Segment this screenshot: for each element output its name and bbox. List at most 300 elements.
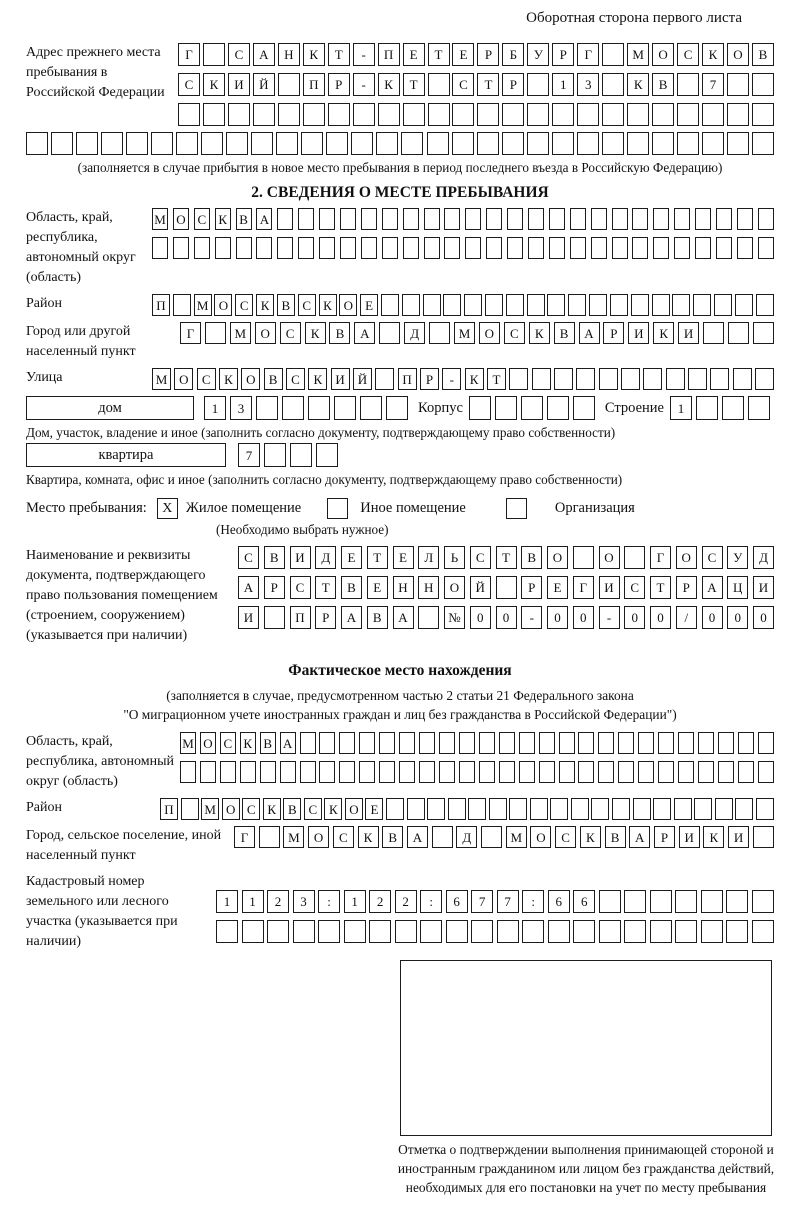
char-box[interactable]	[76, 132, 98, 155]
char-box[interactable]	[674, 208, 690, 230]
char-box[interactable]	[728, 322, 749, 344]
char-box[interactable]	[521, 396, 543, 420]
char-box[interactable]: П	[398, 368, 417, 390]
char-box[interactable]: К	[703, 826, 724, 848]
char-box[interactable]: В	[341, 576, 362, 599]
char-box[interactable]	[549, 208, 565, 230]
char-box[interactable]: Т	[650, 576, 671, 599]
char-box[interactable]: О	[479, 322, 500, 344]
char-box[interactable]: Е	[393, 546, 414, 569]
char-box[interactable]: К	[303, 43, 325, 66]
char-box[interactable]	[375, 368, 394, 390]
char-box[interactable]	[598, 761, 614, 783]
char-box[interactable]	[624, 546, 645, 569]
char-box[interactable]	[319, 237, 335, 259]
char-box[interactable]: П	[303, 73, 325, 96]
char-box[interactable]	[688, 368, 707, 390]
char-box[interactable]	[571, 798, 589, 820]
char-box[interactable]	[528, 208, 544, 230]
char-box[interactable]: 7	[702, 73, 724, 96]
char-box[interactable]: О	[308, 826, 329, 848]
char-box[interactable]	[618, 732, 634, 754]
char-box[interactable]: О	[173, 208, 189, 230]
char-box[interactable]: С	[677, 43, 699, 66]
char-box[interactable]: 3	[577, 73, 599, 96]
char-box[interactable]	[658, 761, 674, 783]
char-box[interactable]	[693, 294, 711, 316]
char-box[interactable]: Й	[353, 368, 372, 390]
char-box[interactable]	[675, 920, 697, 943]
char-box[interactable]	[407, 798, 425, 820]
char-box[interactable]: К	[215, 208, 231, 230]
char-box[interactable]	[399, 732, 415, 754]
char-box[interactable]: И	[238, 606, 259, 629]
char-box[interactable]: И	[331, 368, 350, 390]
char-box[interactable]	[578, 761, 594, 783]
char-box[interactable]: Л	[418, 546, 439, 569]
char-box[interactable]	[326, 132, 348, 155]
char-box[interactable]: О	[214, 294, 232, 316]
char-box[interactable]	[695, 208, 711, 230]
char-box[interactable]	[468, 798, 486, 820]
char-box[interactable]	[259, 826, 280, 848]
char-box[interactable]: :	[522, 890, 544, 913]
char-box[interactable]	[277, 208, 293, 230]
char-box[interactable]	[379, 322, 400, 344]
document-row-3[interactable]	[238, 606, 774, 629]
char-box[interactable]	[758, 761, 774, 783]
char-box[interactable]: С	[228, 43, 250, 66]
char-box[interactable]	[598, 732, 614, 754]
char-box[interactable]	[573, 396, 595, 420]
char-box[interactable]: 0	[573, 606, 594, 629]
char-box[interactable]: В	[277, 294, 295, 316]
char-box[interactable]: Р	[264, 576, 285, 599]
organization-checkbox[interactable]	[506, 498, 527, 519]
char-box[interactable]: Р	[603, 322, 624, 344]
char-box[interactable]: Р	[552, 43, 574, 66]
char-box[interactable]: Д	[456, 826, 477, 848]
char-box[interactable]	[264, 443, 286, 467]
char-box[interactable]: Е	[367, 576, 388, 599]
char-box[interactable]	[481, 826, 502, 848]
char-box[interactable]	[727, 103, 749, 126]
char-box[interactable]: 6	[548, 890, 570, 913]
char-box[interactable]	[527, 73, 549, 96]
char-box[interactable]	[464, 294, 482, 316]
char-box[interactable]: К	[358, 826, 379, 848]
char-box[interactable]	[678, 732, 694, 754]
char-box[interactable]	[694, 798, 712, 820]
char-box[interactable]	[403, 237, 419, 259]
char-box[interactable]: В	[752, 43, 774, 66]
char-box[interactable]: О	[222, 798, 240, 820]
char-box[interactable]	[477, 132, 499, 155]
char-box[interactable]: И	[728, 826, 749, 848]
char-box[interactable]	[203, 43, 225, 66]
char-box[interactable]: К	[263, 798, 281, 820]
char-box[interactable]: 7	[238, 443, 260, 467]
char-box[interactable]: -	[353, 73, 375, 96]
char-box[interactable]: С	[304, 798, 322, 820]
raion-row[interactable]	[152, 294, 774, 316]
char-box[interactable]	[251, 132, 273, 155]
char-box[interactable]	[240, 761, 256, 783]
char-box[interactable]: 7	[471, 890, 493, 913]
char-box[interactable]	[429, 322, 450, 344]
char-box[interactable]	[381, 294, 399, 316]
stroenie-cells[interactable]	[670, 396, 770, 420]
char-box[interactable]: С	[286, 368, 305, 390]
char-box[interactable]	[602, 132, 624, 155]
char-box[interactable]: И	[628, 322, 649, 344]
char-box[interactable]	[220, 761, 236, 783]
char-box[interactable]: С	[220, 732, 236, 754]
char-box[interactable]	[554, 368, 573, 390]
char-box[interactable]: С	[280, 322, 301, 344]
cadastre-row-1[interactable]	[216, 890, 774, 913]
prev-address-row-4[interactable]	[26, 132, 774, 155]
char-box[interactable]	[527, 132, 549, 155]
char-box[interactable]	[737, 237, 753, 259]
char-box[interactable]: С	[624, 576, 645, 599]
char-box[interactable]: О	[652, 43, 674, 66]
char-box[interactable]	[612, 798, 630, 820]
char-box[interactable]: А	[579, 322, 600, 344]
char-box[interactable]: К	[203, 73, 225, 96]
char-box[interactable]	[178, 103, 200, 126]
oblast-row-2[interactable]	[152, 237, 774, 259]
char-box[interactable]: :	[318, 890, 340, 913]
char-box[interactable]	[716, 208, 732, 230]
char-box[interactable]	[486, 208, 502, 230]
char-box[interactable]: В	[652, 73, 674, 96]
char-box[interactable]: К	[319, 294, 337, 316]
char-box[interactable]	[216, 920, 238, 943]
char-box[interactable]	[624, 890, 646, 913]
char-box[interactable]	[439, 761, 455, 783]
char-box[interactable]	[256, 237, 272, 259]
char-box[interactable]	[602, 73, 624, 96]
char-box[interactable]	[539, 732, 555, 754]
char-box[interactable]	[752, 73, 774, 96]
char-box[interactable]: М	[506, 826, 527, 848]
char-box[interactable]: С	[290, 576, 311, 599]
char-box[interactable]	[205, 322, 226, 344]
char-box[interactable]: С	[452, 73, 474, 96]
char-box[interactable]	[652, 103, 674, 126]
char-box[interactable]: В	[236, 208, 252, 230]
char-box[interactable]	[459, 732, 475, 754]
char-box[interactable]	[758, 237, 774, 259]
char-box[interactable]	[752, 132, 774, 155]
char-box[interactable]	[439, 732, 455, 754]
char-box[interactable]: Р	[676, 576, 697, 599]
char-box[interactable]	[632, 237, 648, 259]
char-box[interactable]	[653, 208, 669, 230]
char-box[interactable]	[424, 237, 440, 259]
char-box[interactable]	[599, 890, 621, 913]
char-box[interactable]	[328, 103, 350, 126]
char-box[interactable]: С	[555, 826, 576, 848]
char-box[interactable]: Р	[477, 43, 499, 66]
char-box[interactable]	[643, 368, 662, 390]
char-box[interactable]: 2	[395, 890, 417, 913]
char-box[interactable]: Г	[650, 546, 671, 569]
char-box[interactable]	[599, 368, 618, 390]
char-box[interactable]: М	[230, 322, 251, 344]
char-box[interactable]: Ц	[727, 576, 748, 599]
char-box[interactable]: 1	[204, 396, 226, 420]
fact-gorod-row[interactable]	[234, 826, 774, 866]
char-box[interactable]: Н	[278, 43, 300, 66]
char-box[interactable]	[624, 920, 646, 943]
char-box[interactable]	[509, 798, 527, 820]
char-box[interactable]	[701, 920, 723, 943]
char-box[interactable]	[519, 761, 535, 783]
char-box[interactable]	[452, 132, 474, 155]
char-box[interactable]	[674, 237, 690, 259]
char-box[interactable]	[559, 732, 575, 754]
char-box[interactable]	[497, 920, 519, 943]
char-box[interactable]: М	[194, 294, 212, 316]
char-box[interactable]: Й	[470, 576, 491, 599]
char-box[interactable]	[678, 761, 694, 783]
char-box[interactable]	[173, 237, 189, 259]
char-box[interactable]: В	[260, 732, 276, 754]
char-box[interactable]: А	[341, 606, 362, 629]
char-box[interactable]: 1	[552, 73, 574, 96]
char-box[interactable]: К	[305, 322, 326, 344]
char-box[interactable]: 0	[496, 606, 517, 629]
char-box[interactable]	[486, 237, 502, 259]
char-box[interactable]	[756, 294, 774, 316]
char-box[interactable]: 0	[702, 606, 723, 629]
char-box[interactable]	[578, 732, 594, 754]
char-box[interactable]	[758, 208, 774, 230]
char-box[interactable]: Е	[365, 798, 383, 820]
char-box[interactable]	[256, 396, 278, 420]
char-box[interactable]: 6	[573, 890, 595, 913]
char-box[interactable]	[277, 237, 293, 259]
char-box[interactable]	[552, 103, 574, 126]
char-box[interactable]	[548, 920, 570, 943]
char-box[interactable]	[444, 208, 460, 230]
char-box[interactable]	[738, 761, 754, 783]
char-box[interactable]	[361, 237, 377, 259]
char-box[interactable]	[695, 237, 711, 259]
char-box[interactable]	[300, 761, 316, 783]
char-box[interactable]	[573, 920, 595, 943]
char-box[interactable]	[459, 761, 475, 783]
char-box[interactable]	[402, 294, 420, 316]
char-box[interactable]	[319, 761, 335, 783]
char-box[interactable]: -	[442, 368, 461, 390]
char-box[interactable]: В	[367, 606, 388, 629]
prev-address-row-3[interactable]	[178, 103, 774, 126]
char-box[interactable]	[359, 761, 375, 783]
char-box[interactable]	[674, 798, 692, 820]
char-box[interactable]	[418, 606, 439, 629]
char-box[interactable]: 6	[446, 890, 468, 913]
char-box[interactable]	[339, 732, 355, 754]
char-box[interactable]: 0	[727, 606, 748, 629]
char-box[interactable]	[424, 208, 440, 230]
char-box[interactable]	[718, 761, 734, 783]
char-box[interactable]: М	[283, 826, 304, 848]
char-box[interactable]	[758, 732, 774, 754]
char-box[interactable]	[627, 132, 649, 155]
char-box[interactable]: М	[152, 368, 171, 390]
char-box[interactable]: М	[180, 732, 196, 754]
char-box[interactable]: С	[504, 322, 525, 344]
other-premises-checkbox[interactable]	[327, 498, 348, 519]
char-box[interactable]: Т	[367, 546, 388, 569]
char-box[interactable]	[203, 103, 225, 126]
fact-oblast-row-2[interactable]	[180, 761, 774, 783]
char-box[interactable]: В	[264, 368, 283, 390]
char-box[interactable]: Н	[418, 576, 439, 599]
char-box[interactable]	[280, 761, 296, 783]
char-box[interactable]	[716, 237, 732, 259]
char-box[interactable]: В	[605, 826, 626, 848]
char-box[interactable]	[382, 208, 398, 230]
char-box[interactable]	[180, 761, 196, 783]
char-box[interactable]: А	[253, 43, 275, 66]
char-box[interactable]	[215, 237, 231, 259]
char-box[interactable]	[547, 396, 569, 420]
char-box[interactable]: Г	[178, 43, 200, 66]
char-box[interactable]	[382, 237, 398, 259]
char-box[interactable]	[499, 732, 515, 754]
char-box[interactable]	[360, 396, 382, 420]
char-box[interactable]	[507, 208, 523, 230]
char-box[interactable]	[290, 443, 312, 467]
char-box[interactable]	[419, 761, 435, 783]
char-box[interactable]	[752, 920, 774, 943]
char-box[interactable]	[547, 294, 565, 316]
char-box[interactable]	[650, 890, 672, 913]
char-box[interactable]	[753, 322, 774, 344]
char-box[interactable]: 0	[547, 606, 568, 629]
char-box[interactable]	[602, 103, 624, 126]
char-box[interactable]	[633, 798, 651, 820]
char-box[interactable]	[727, 132, 749, 155]
char-box[interactable]	[506, 294, 524, 316]
char-box[interactable]: К	[240, 732, 256, 754]
char-box[interactable]: М	[627, 43, 649, 66]
char-box[interactable]	[714, 294, 732, 316]
char-box[interactable]: У	[727, 546, 748, 569]
char-box[interactable]: Т	[315, 576, 336, 599]
char-box[interactable]: С	[470, 546, 491, 569]
char-box[interactable]: В	[264, 546, 285, 569]
char-box[interactable]	[423, 294, 441, 316]
char-box[interactable]	[576, 368, 595, 390]
char-box[interactable]: С	[333, 826, 354, 848]
char-box[interactable]: И	[679, 826, 700, 848]
char-box[interactable]	[448, 798, 466, 820]
char-box[interactable]	[278, 103, 300, 126]
char-box[interactable]	[369, 920, 391, 943]
char-box[interactable]	[509, 368, 528, 390]
char-box[interactable]	[539, 761, 555, 783]
char-box[interactable]	[351, 132, 373, 155]
document-row-1[interactable]	[238, 546, 774, 569]
char-box[interactable]: С	[197, 368, 216, 390]
char-box[interactable]: М	[454, 322, 475, 344]
char-box[interactable]	[502, 132, 524, 155]
char-box[interactable]	[318, 920, 340, 943]
char-box[interactable]: И	[599, 576, 620, 599]
char-box[interactable]	[401, 132, 423, 155]
char-box[interactable]: О	[345, 798, 363, 820]
char-box[interactable]	[51, 132, 73, 155]
char-box[interactable]	[522, 920, 544, 943]
char-box[interactable]: Т	[496, 546, 517, 569]
char-box[interactable]	[386, 396, 408, 420]
char-box[interactable]: 1	[670, 396, 692, 420]
char-box[interactable]: -	[599, 606, 620, 629]
char-box[interactable]	[260, 761, 276, 783]
char-box[interactable]: 2	[267, 890, 289, 913]
char-box[interactable]	[591, 237, 607, 259]
char-box[interactable]	[677, 103, 699, 126]
document-row-2[interactable]	[238, 576, 774, 599]
char-box[interactable]	[452, 103, 474, 126]
char-box[interactable]	[577, 132, 599, 155]
char-box[interactable]: А	[407, 826, 428, 848]
char-box[interactable]: С	[178, 73, 200, 96]
char-box[interactable]	[446, 920, 468, 943]
char-box[interactable]: Е	[403, 43, 425, 66]
char-box[interactable]	[253, 103, 275, 126]
char-box[interactable]	[638, 732, 654, 754]
char-box[interactable]	[340, 208, 356, 230]
char-box[interactable]: Г	[180, 322, 201, 344]
char-box[interactable]: -	[521, 606, 542, 629]
char-box[interactable]	[652, 294, 670, 316]
char-box[interactable]	[715, 798, 733, 820]
char-box[interactable]	[722, 396, 744, 420]
char-box[interactable]	[26, 132, 48, 155]
char-box[interactable]	[319, 732, 335, 754]
char-box[interactable]: С	[235, 294, 253, 316]
char-box[interactable]: 1	[242, 890, 264, 913]
char-box[interactable]: И	[228, 73, 250, 96]
char-box[interactable]	[677, 132, 699, 155]
char-box[interactable]: К	[324, 798, 342, 820]
char-box[interactable]: К	[580, 826, 601, 848]
char-box[interactable]	[496, 576, 517, 599]
char-box[interactable]	[702, 103, 724, 126]
char-box[interactable]	[420, 920, 442, 943]
char-box[interactable]	[485, 294, 503, 316]
char-box[interactable]	[612, 237, 628, 259]
korpus-cells[interactable]	[469, 396, 595, 420]
char-box[interactable]: У	[527, 43, 549, 66]
char-box[interactable]	[276, 132, 298, 155]
char-box[interactable]: Й	[253, 73, 275, 96]
char-box[interactable]	[577, 103, 599, 126]
char-box[interactable]	[570, 237, 586, 259]
char-box[interactable]	[527, 294, 545, 316]
char-box[interactable]: Р	[654, 826, 675, 848]
char-box[interactable]	[737, 208, 753, 230]
char-box[interactable]	[353, 103, 375, 126]
gorod-row[interactable]	[180, 322, 774, 362]
char-box[interactable]: Р	[315, 606, 336, 629]
